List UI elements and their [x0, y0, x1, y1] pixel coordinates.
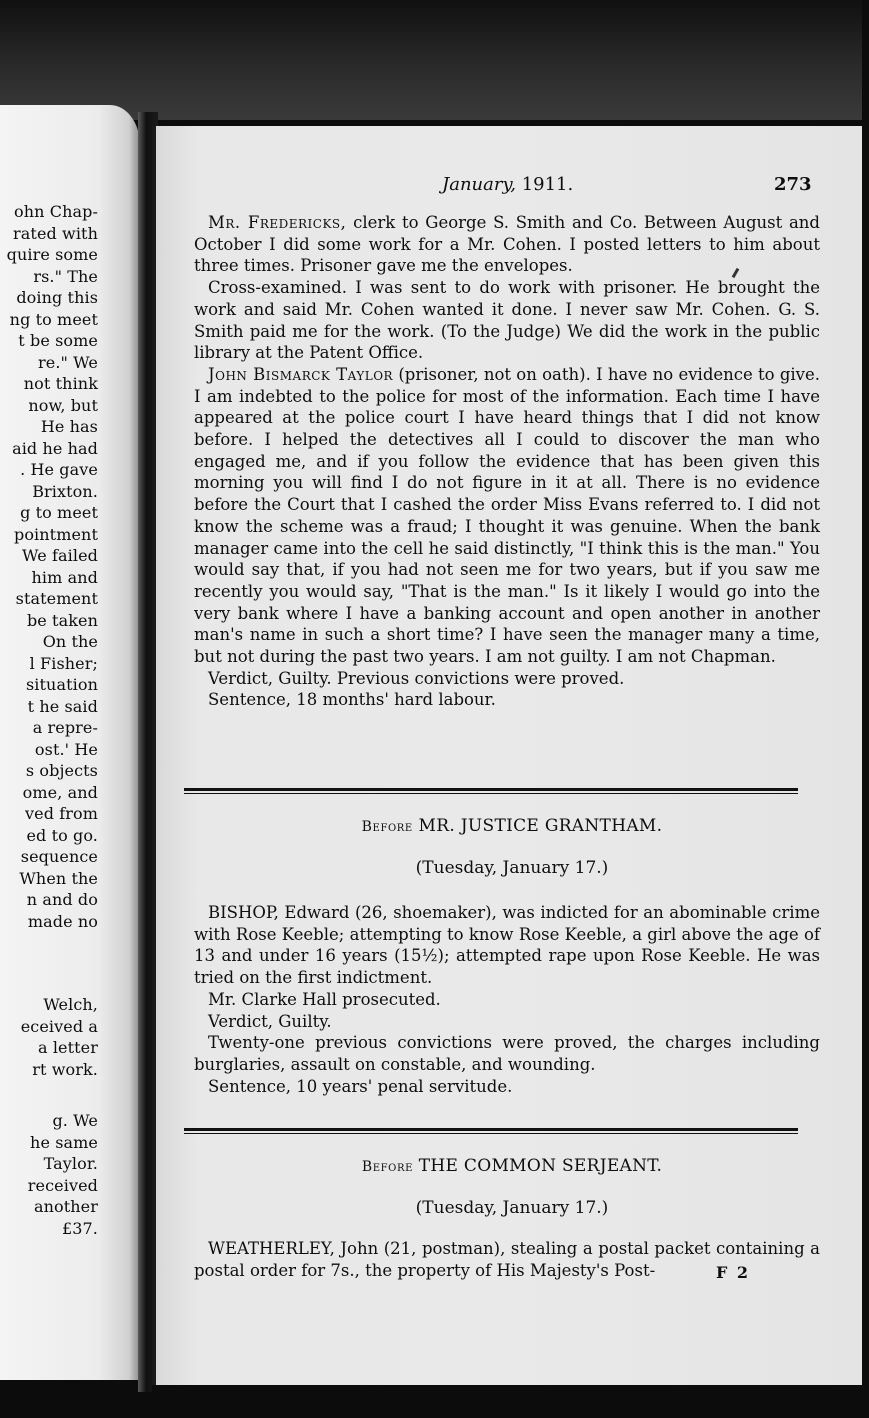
paragraph-weatherley: WEATHERLEY, John (21, postman), stealing a postal packet containing a postal order for 7s., the property of His Majesty's Post-	[194, 1239, 820, 1280]
section2-text	[194, 902, 820, 1097]
left-page-line: another	[33, 1197, 98, 1216]
paragraph-sentence: Sentence, 10 years' penal servitude.	[208, 1076, 513, 1096]
paragraph-fredericks	[194, 212, 820, 277]
left-page-line: . He gave	[20, 460, 98, 479]
right-edge-shadow	[862, 0, 869, 1418]
heading-title: MR. JUSTICE GRANTHAM.	[418, 816, 663, 836]
speaker-name: John Bismarck Taylor	[208, 364, 394, 384]
right-page	[152, 126, 868, 1388]
running-head-year: 1911.	[521, 174, 574, 195]
left-page-line: ed to go.	[26, 825, 98, 845]
left-page-line: rt work.	[32, 1059, 98, 1079]
left-page-line: We failed	[21, 546, 98, 565]
left-page-line: t he said	[27, 696, 98, 716]
left-page-line: g. We	[52, 1111, 98, 1130]
paragraph-verdict: Verdict, Guilty. Previous convictions were proved.	[208, 668, 625, 688]
paragraph-verdict: Verdict, Guilty.	[208, 1011, 332, 1031]
left-page-line: not think	[23, 374, 98, 393]
left-page-line: ng to meet	[9, 309, 98, 329]
left-page-line: be taken	[26, 610, 98, 630]
running-head-month: January,	[442, 174, 516, 195]
left-page-line: received	[27, 1175, 98, 1195]
left-page-line: aid he had	[12, 438, 98, 458]
main-text	[194, 212, 820, 711]
section-divider	[184, 1128, 798, 1134]
left-page-line: doing this	[16, 288, 98, 307]
left-page-line: situation	[26, 675, 98, 694]
left-page-line: Brixton.	[32, 481, 98, 501]
paragraph-sentence: Sentence, 18 months' hard labour.	[208, 690, 496, 710]
paragraph-taylor	[194, 364, 820, 668]
left-page	[0, 105, 140, 1380]
paragraph-convictions: Twenty-one previous convictions were proved, the charges including burglaries, assault on constable, and wounding.	[194, 1033, 820, 1074]
left-page-line: When the	[19, 868, 98, 888]
left-page-line: made no	[27, 911, 98, 931]
left-page-line: a repre-	[32, 718, 98, 737]
left-page-line: Taylor.	[43, 1154, 98, 1173]
left-page-line: a letter	[38, 1038, 98, 1057]
top-shadow	[0, 0, 869, 120]
left-page-line: him and	[31, 567, 98, 587]
left-page-line: l Fisher;	[29, 653, 98, 673]
left-page-line: ved from	[24, 804, 98, 823]
section-heading-common-serjeant	[156, 1156, 868, 1176]
left-page-line: Welch,	[43, 995, 98, 1014]
running-head	[442, 174, 573, 195]
paragraph-prosecuted: Mr. Clarke Hall prosecuted.	[208, 989, 441, 1009]
left-page-line: he same	[30, 1132, 98, 1152]
left-page-line: ost.' He	[34, 739, 98, 759]
left-page-line: ome, and	[22, 782, 98, 802]
left-page-line: t be some	[18, 331, 98, 350]
left-page-line: ohn Chap-	[14, 202, 98, 221]
paragraph-text: (prisoner, not on oath). I have no evidence to give. I am indebted to the police for most of the information. Each time I have appeared at the police court I have heard things that I did not know before. I helped the detectives all I could to discover the man who engaged me, and if you follow the evidence that has been given this morning you will find I do not figure in it at all. There is no evidence before the Court that I cashed the order Miss Evans referred to. I did not know the scheme was a fraud; I thought it was genuine. When the bank manager came into the cell he said distinctly, "I think this is the man." You would say that, if you had not seen me for two years, but if you saw me recently you would say, "That is the man." Is it likely I would go into the very bank where I have a banking account and open another in another man's name in such a short time? I have seen the manager many a time, but not during the past two years. I am not guilty. I am not Chapman.	[194, 364, 821, 667]
left-page-line: n and do	[26, 890, 98, 909]
page-bottom-shadow	[152, 1385, 864, 1418]
left-page-line: pointment	[13, 524, 98, 544]
page-number: 273	[774, 174, 812, 195]
page-header	[156, 174, 868, 196]
left-page-line: eceived a	[20, 1016, 98, 1036]
paragraph-text: clerk to George S. Smith and Co. Between August and October I did some work for a Mr. Cohen. I posted letters to him about three times. Prisoner gave me the envelopes.	[194, 213, 820, 276]
speaker-name: Mr. Fredericks,	[208, 213, 347, 232]
section-heading-grantham	[156, 816, 868, 836]
left-page-line: g to meet	[20, 503, 98, 522]
section-divider	[184, 788, 798, 794]
left-page-line: now, but	[28, 395, 98, 415]
left-page-line: rs." The	[33, 266, 98, 286]
paragraph-cross-examined: Cross-examined. I was sent to do work with prisoner. He brought the work and said Mr. Cohen wanted it done. I never saw Mr. Cohen. G. S. Smith paid me for the work. (To the Judge) We did the work in the public library at the Patent Office.	[194, 278, 820, 363]
left-page-line: quire some	[6, 245, 98, 264]
left-page-line: statement	[15, 589, 98, 608]
signature-mark: F 2	[716, 1263, 751, 1282]
left-page-line: rated with	[13, 223, 98, 243]
left-page-line: £37.	[61, 1218, 98, 1238]
heading-prefix: Before	[361, 819, 413, 835]
left-page-line: sequence	[20, 847, 98, 866]
heading-prefix: Before	[361, 1159, 413, 1175]
left-page-line: s objects	[25, 761, 98, 780]
section-date: (Tuesday, January 17.)	[415, 858, 609, 878]
paragraph-bishop: BISHOP, Edward (26, shoemaker), was indicted for an abominable crime with Rose Keeble; attempting to know Rose Keeble, a girl above the age of 13 and under 16 years (15½); attempted rape upon Rose Keeble. He was tried on the first indictment.	[194, 903, 820, 988]
section-date: (Tuesday, January 17.)	[415, 1198, 609, 1218]
left-page-line: On the	[42, 632, 98, 651]
left-page-line: re." We	[38, 352, 98, 372]
left-page-line: He has	[40, 417, 98, 436]
heading-title: THE COMMON SERJEANT.	[418, 1156, 663, 1176]
